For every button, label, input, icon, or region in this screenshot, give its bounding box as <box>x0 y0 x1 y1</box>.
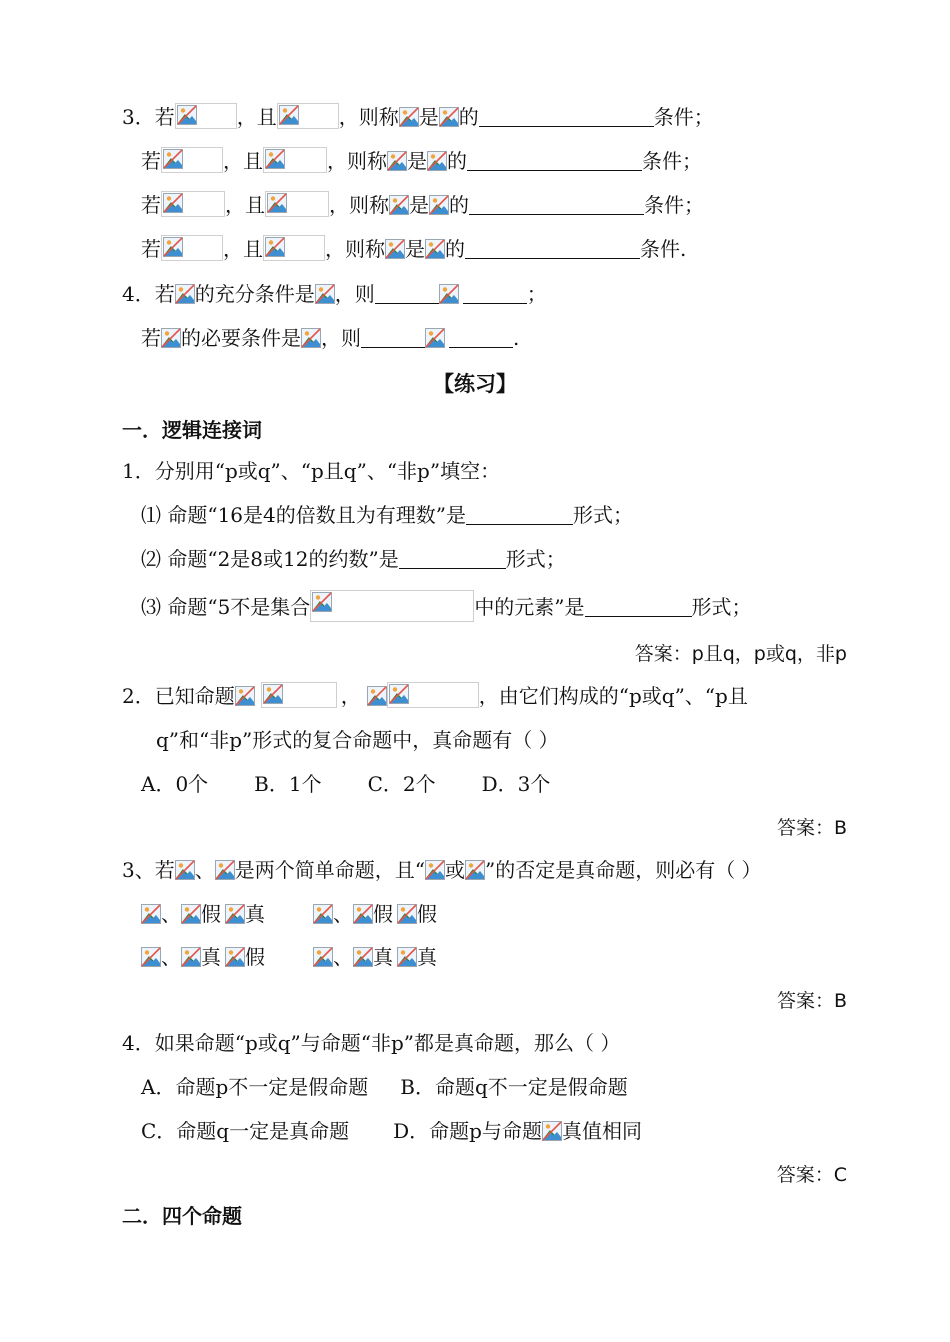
sec3-line-1 <box>122 103 714 131</box>
text: 条件； <box>642 149 702 173</box>
text: 假 <box>245 945 265 969</box>
text: 是 <box>407 149 427 173</box>
broken-image-icon <box>367 686 387 706</box>
broken-image-icon <box>161 328 181 348</box>
text: 的必要条件是 <box>181 326 301 350</box>
text: ，且 <box>223 237 263 261</box>
text: 是 <box>405 237 425 261</box>
broken-image-icon <box>439 107 459 127</box>
text: ⑵ 命题“2是8或12的约数”是 <box>141 547 399 571</box>
text: 形式； <box>505 547 566 571</box>
text: 、 <box>333 902 353 926</box>
fill-blank <box>463 285 527 304</box>
text: 是 <box>418 105 439 129</box>
fill-blank <box>449 329 513 348</box>
broken-image-icon <box>425 239 445 259</box>
text: ； <box>526 282 547 306</box>
option-b[interactable]: B．1个 <box>254 772 322 796</box>
text: ⑴ 命题“16是4的倍数且为有理数”是 <box>141 503 466 527</box>
text: 的 <box>449 193 469 217</box>
broken-image-icon <box>225 904 245 924</box>
text: 中的元素”是 <box>474 595 585 619</box>
q2-line-2: q”和“非p”形式的复合命题中，真命题有（ ） <box>156 728 559 752</box>
fill-blank <box>469 196 644 215</box>
broken-image-icon <box>235 686 255 706</box>
text: 的充分条件是 <box>194 282 315 306</box>
formula-image <box>161 191 225 217</box>
text: ，且 <box>225 193 265 217</box>
broken-image-icon <box>163 193 183 213</box>
option-a[interactable]: A．0个 <box>141 772 209 796</box>
fill-blank <box>361 329 425 348</box>
sec3-line-2 <box>141 147 702 175</box>
formula-image <box>387 682 479 708</box>
q4-options-row-2 <box>141 1117 642 1145</box>
broken-image-icon <box>263 684 283 704</box>
broken-image-icon <box>267 193 287 213</box>
broken-image-icon <box>163 237 183 257</box>
q2-line-1 <box>122 682 748 710</box>
formula-image <box>265 191 329 217</box>
broken-image-icon <box>312 592 332 612</box>
broken-image-icon <box>225 947 245 967</box>
q2-options <box>141 770 550 798</box>
text: ，则称 <box>338 105 399 129</box>
option-d[interactable] <box>393 1119 642 1143</box>
broken-image-icon[interactable] <box>141 947 161 967</box>
q1-stem: 1．分别用“p或q”、“p且q”、“非p”填空： <box>122 459 501 483</box>
formula-image <box>261 682 337 708</box>
q1-sub2 <box>141 545 566 573</box>
text: 条件； <box>644 193 704 217</box>
text: 若 <box>141 149 161 173</box>
fill-blank <box>375 285 439 304</box>
text: 真 <box>417 945 437 969</box>
text: 是两个简单命题，且“ <box>234 858 425 882</box>
q3-stem <box>122 856 762 884</box>
text: 真 <box>245 902 265 926</box>
broken-image-icon <box>397 904 417 924</box>
text: 的 <box>447 149 467 173</box>
text: 、 <box>161 945 181 969</box>
formula-image <box>161 235 223 261</box>
text: 条件. <box>640 237 687 261</box>
q3-answer: 答案：B <box>776 990 847 1012</box>
broken-image-icon <box>429 195 449 215</box>
text: ⑶ 命题“5不是集合 <box>141 595 311 619</box>
text: 若 <box>154 282 175 306</box>
broken-image-icon <box>177 105 197 125</box>
text: ，且 <box>236 105 277 129</box>
broken-image-icon <box>397 947 417 967</box>
text: ，则 <box>334 282 375 306</box>
text: 真值相同 <box>561 1119 642 1143</box>
text: 3、若 <box>122 858 175 882</box>
option-c[interactable]: C．2个 <box>367 772 436 796</box>
broken-image-icon <box>279 105 299 125</box>
formula-image <box>310 590 474 622</box>
fill-blank <box>467 152 642 171</box>
broken-image-icon <box>315 284 335 304</box>
text: 的 <box>445 237 465 261</box>
item-number: 3． <box>122 105 155 129</box>
text: 假 <box>373 902 393 926</box>
q4-answer: 答案：C <box>776 1164 847 1186</box>
text: ，且 <box>223 149 263 173</box>
text: 形式； <box>572 503 633 527</box>
q1-sub1 <box>141 501 633 529</box>
practice-title: 【练习】 <box>433 372 517 396</box>
text: ，则 <box>321 326 361 350</box>
text: 形式； <box>691 595 752 619</box>
text: 真 <box>373 945 393 969</box>
text: ， <box>340 684 361 708</box>
q4-options-row-1 <box>141 1073 628 1101</box>
text: 2．已知命题 <box>122 684 235 708</box>
fill-blank <box>479 108 654 127</box>
text: D．命题p与命题 <box>393 1119 542 1143</box>
q3-options-row-2 <box>141 943 437 971</box>
q1-sub3 <box>141 590 752 622</box>
part2-heading: 二．四个命题 <box>122 1204 242 1228</box>
option-d[interactable]: D．3个 <box>481 772 551 796</box>
text: 、 <box>161 902 181 926</box>
formula-image <box>161 147 223 173</box>
option-c[interactable]: C．命题q一定是真命题 <box>141 1119 350 1143</box>
text: 假 <box>201 902 221 926</box>
formula-image <box>263 235 325 261</box>
broken-image-icon <box>387 151 407 171</box>
text: 若 <box>141 193 161 217</box>
text: ”的否定是真命题，则必有（ ） <box>484 858 762 882</box>
text: . <box>513 326 520 350</box>
fill-blank <box>466 506 573 525</box>
text: ，由它们构成的“p或q”、“p且 <box>478 684 748 708</box>
broken-image-icon <box>175 860 195 880</box>
broken-image-icon <box>163 149 183 169</box>
broken-image-icon <box>439 284 463 304</box>
text: 条件； <box>653 105 714 129</box>
text: 若 <box>154 105 175 129</box>
sec4-line-1 <box>122 280 547 308</box>
q3-options-row-1 <box>141 900 437 928</box>
broken-image-icon <box>385 239 405 259</box>
option-a[interactable]: A．命题p不一定是假命题 <box>141 1075 369 1099</box>
broken-image-icon <box>425 328 449 348</box>
text: 或 <box>444 858 465 882</box>
text: 是 <box>409 193 429 217</box>
broken-image-icon <box>181 904 201 924</box>
fill-blank <box>585 598 692 617</box>
broken-image-icon <box>215 860 235 880</box>
text: ，则称 <box>329 193 389 217</box>
sec3-line-3 <box>141 191 704 219</box>
broken-image-icon <box>181 947 201 967</box>
broken-image-icon <box>353 904 373 924</box>
fill-blank <box>399 550 506 569</box>
text: 真 <box>201 945 221 969</box>
formula-image <box>175 103 237 129</box>
broken-image-icon[interactable] <box>313 947 333 967</box>
item-number: 4． <box>122 282 155 306</box>
broken-image-icon <box>353 947 373 967</box>
q2-answer: 答案：B <box>776 817 847 839</box>
text: ，则称 <box>325 237 385 261</box>
broken-image-icon <box>399 107 419 127</box>
sec3-line-4 <box>141 235 686 263</box>
broken-image-icon <box>389 684 409 704</box>
broken-image-icon <box>542 1121 562 1141</box>
part1-heading: 一．逻辑连接词 <box>122 418 262 442</box>
option-b[interactable]: B．命题q不一定是假命题 <box>400 1075 628 1099</box>
q1-answer: 答案：p且q，p或q，非p <box>634 643 847 665</box>
broken-image-icon <box>465 860 485 880</box>
text: 若 <box>141 326 161 350</box>
broken-image-icon <box>425 860 445 880</box>
text: 、 <box>194 858 215 882</box>
text: ，则称 <box>327 149 387 173</box>
formula-image <box>277 103 339 129</box>
q4-stem: 4．如果命题“p或q”与命题“非p”都是真命题，那么（ ） <box>122 1031 621 1055</box>
sec4-line-2 <box>141 324 519 352</box>
broken-image-icon[interactable] <box>141 904 161 924</box>
text: 假 <box>417 902 437 926</box>
fill-blank <box>465 240 640 259</box>
text: 的 <box>458 105 479 129</box>
broken-image-icon <box>175 284 195 304</box>
broken-image-icon <box>265 149 285 169</box>
broken-image-icon <box>389 195 409 215</box>
text: 若 <box>141 237 161 261</box>
broken-image-icon <box>427 151 447 171</box>
broken-image-icon <box>301 328 321 348</box>
broken-image-icon <box>265 237 285 257</box>
broken-image-icon[interactable] <box>313 904 333 924</box>
formula-image <box>263 147 327 173</box>
text: 、 <box>333 945 353 969</box>
